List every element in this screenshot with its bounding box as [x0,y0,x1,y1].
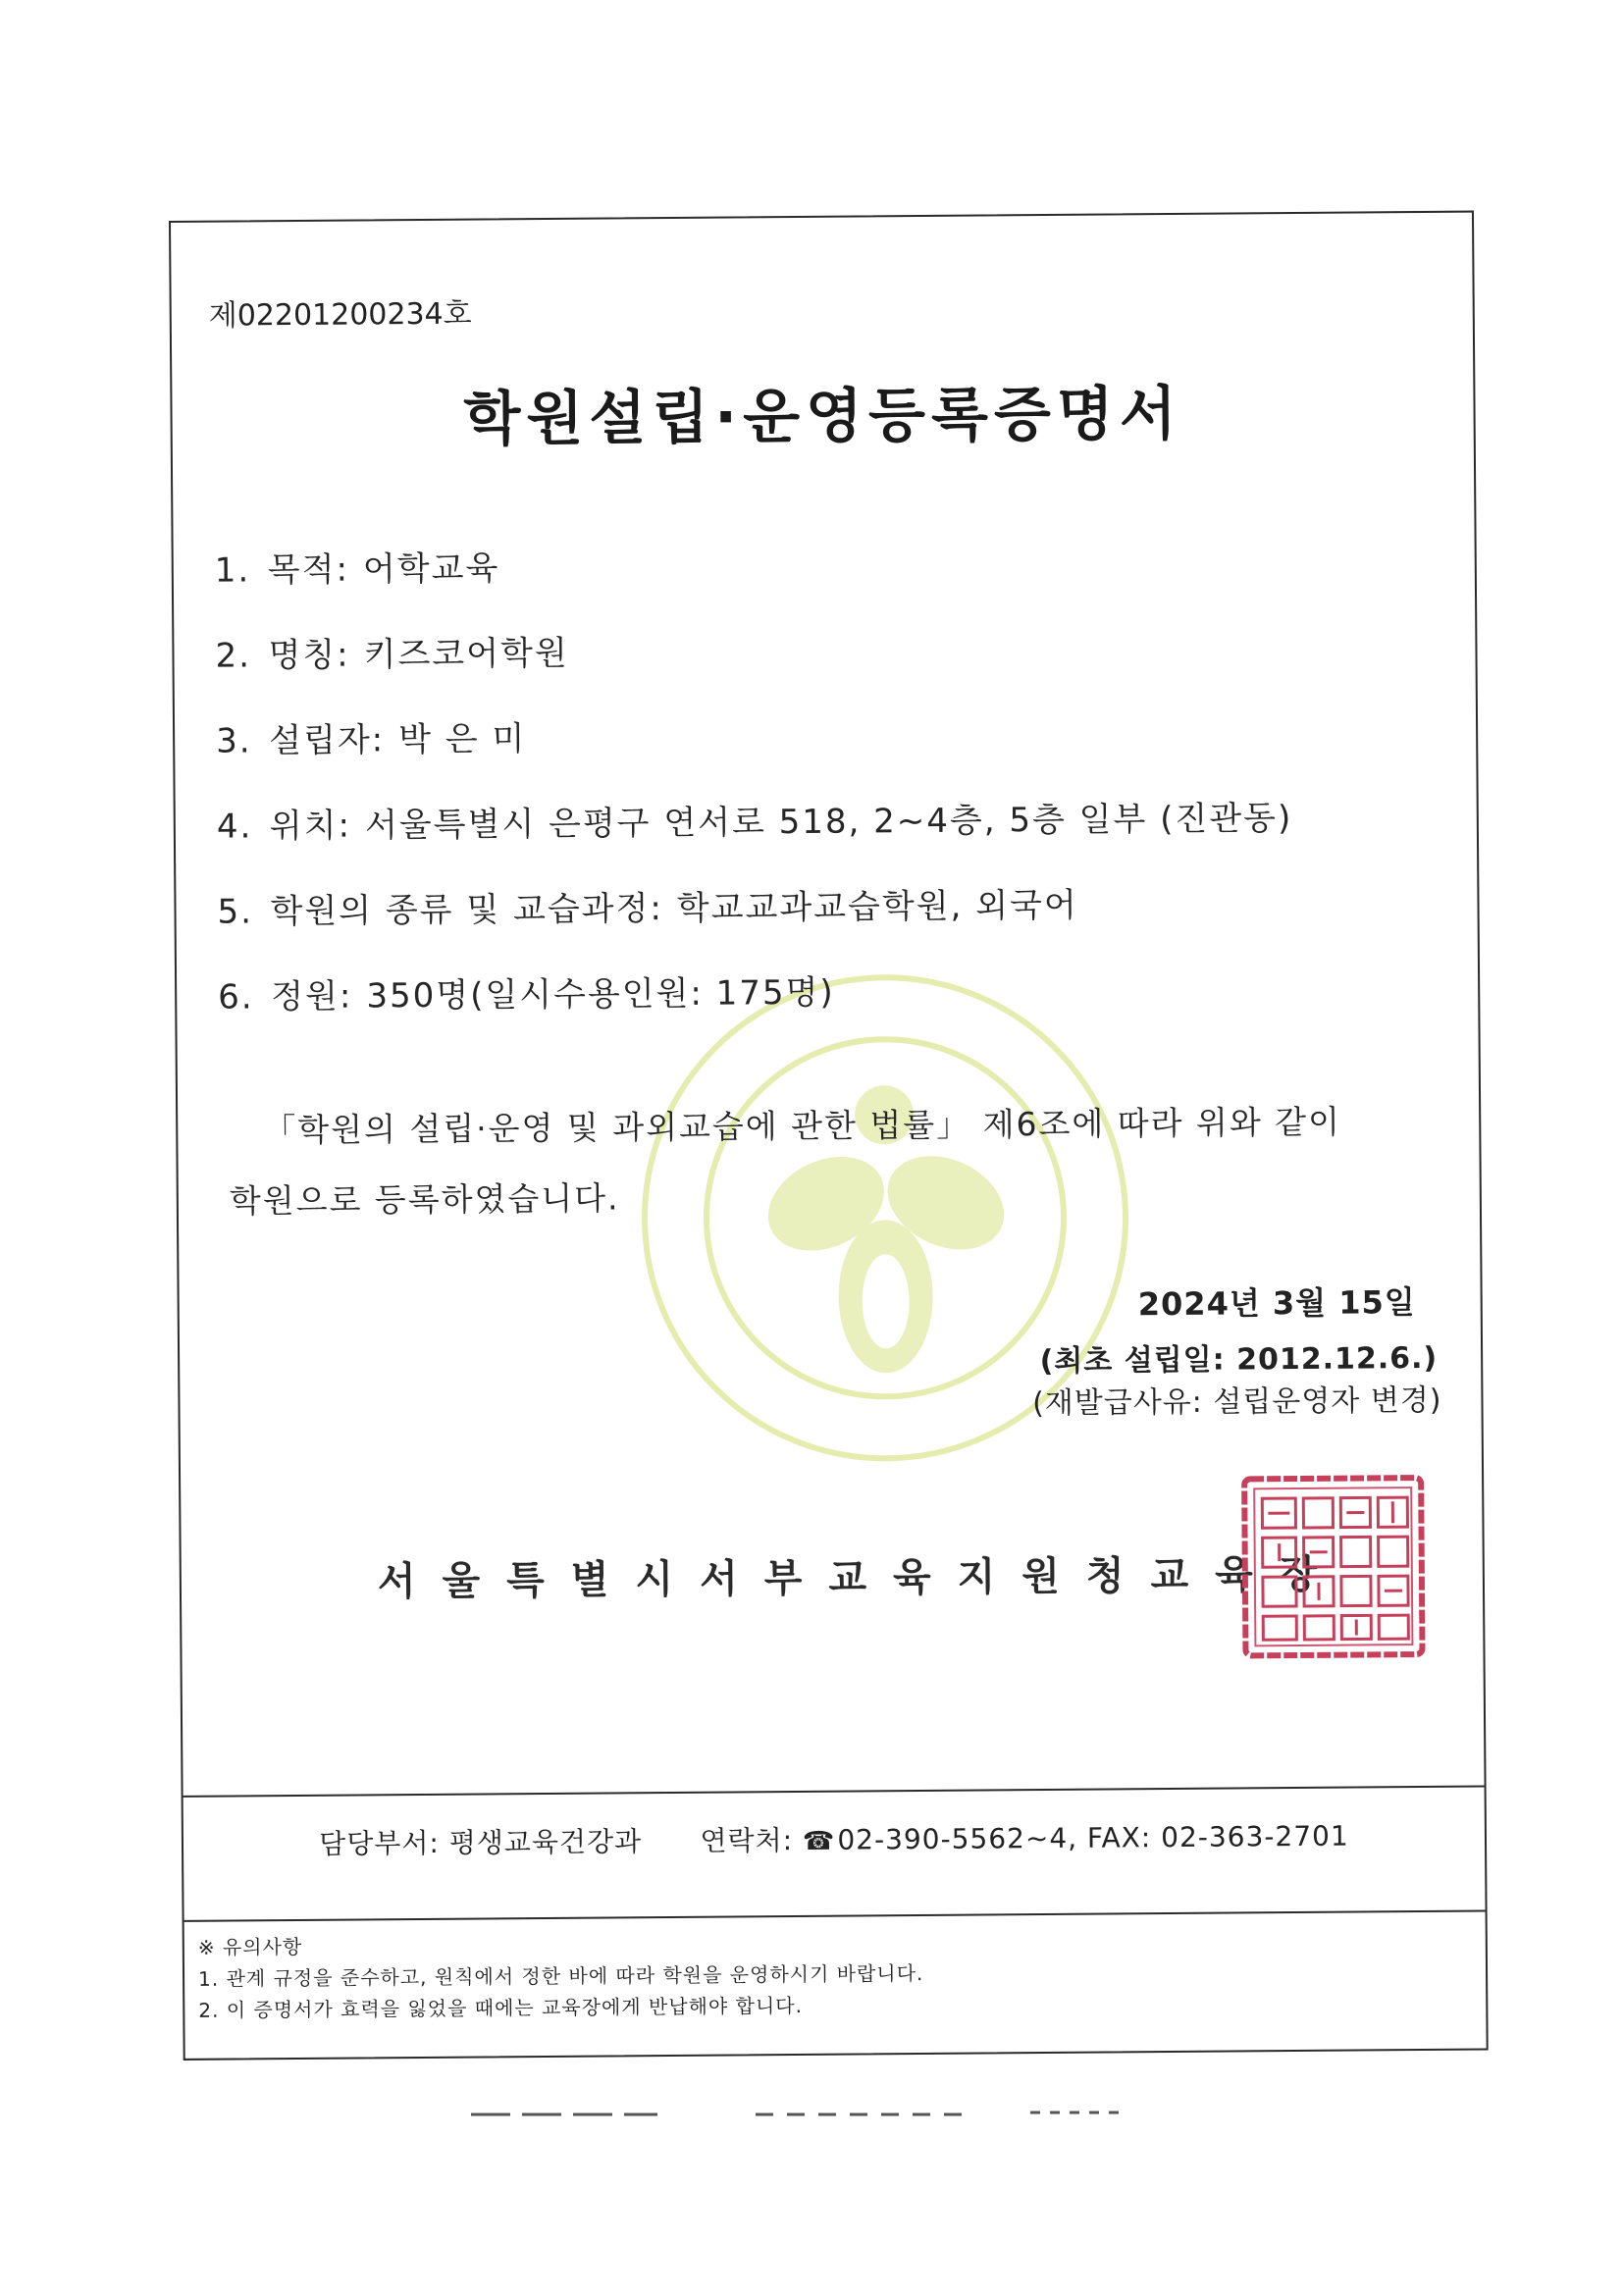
scan-artifact [461,2095,1168,2134]
issue-date: 2024년 3월 15일 [1137,1283,1416,1324]
statement-line-1: 「학원의 설립·운영 및 과외교습에 관한 법률」 제6조에 따라 위와 같이 [263,1102,1342,1150]
certificate-number: 제02201200234호 [208,296,472,334]
certificate-title: 학원설립·운영등록증명서 [463,379,1183,454]
item-type-and-course: 5. 학원의 종류 및 교습과정: 학교교과교습학원, 외국어 [217,885,1078,932]
first-established-date: (최초 설립일: 2012.12.6.) [1039,1340,1439,1380]
item-name: 2. 명칭: 키즈코어학원 [215,633,569,676]
registration-statement [229,1086,1446,1237]
notice-item: 1. 관계 규정을 준수하고, 원칙에서 정한 바에 따라 학원을 운영하시기 바랍니다. [197,1961,924,1991]
certificate-frame [169,211,1489,2061]
issuer-name: 서울특별시서부교육지원청교육장 [377,1551,1344,1605]
phone-and-fax: 02-390-5562~4, FAX: 02-363-2701 [837,1819,1349,1856]
department: 담당부서: 평생교육건강과 [319,1825,643,1860]
statement-line-2: 학원으로 등록하였습니다. [229,1178,620,1221]
phone-icon: ☎ [802,1826,836,1856]
official-seal-stamp [1238,1472,1429,1662]
notes-divider [184,1910,1486,1922]
contact-info [183,1814,1485,1863]
certificate-items [215,532,1455,1054]
item-purpose: 1. 목적: 어학교육 [214,548,500,591]
phone-label: 연락처: [700,1824,794,1857]
item-capacity: 6. 정원: 350명(일시수용인원: 175명) [218,972,835,1018]
notice-item: 2. 이 증명서가 효력을 잃었을 때에는 교육장에게 반납해야 합니다. [198,1993,804,2022]
notice-section [198,1926,924,2026]
notice-heading: ※ 유의사항 [197,1934,303,1959]
reissue-reason: (재발급사유: 설립운영자 변경) [1031,1383,1442,1422]
item-location: 4. 위치: 서울특별시 은평구 연서로 518, 2~4층, 5층 일부 (진관동) [216,799,1293,847]
item-founder: 3. 설립자: 박 은 미 [216,719,527,761]
contact-divider-top [183,1786,1485,1798]
